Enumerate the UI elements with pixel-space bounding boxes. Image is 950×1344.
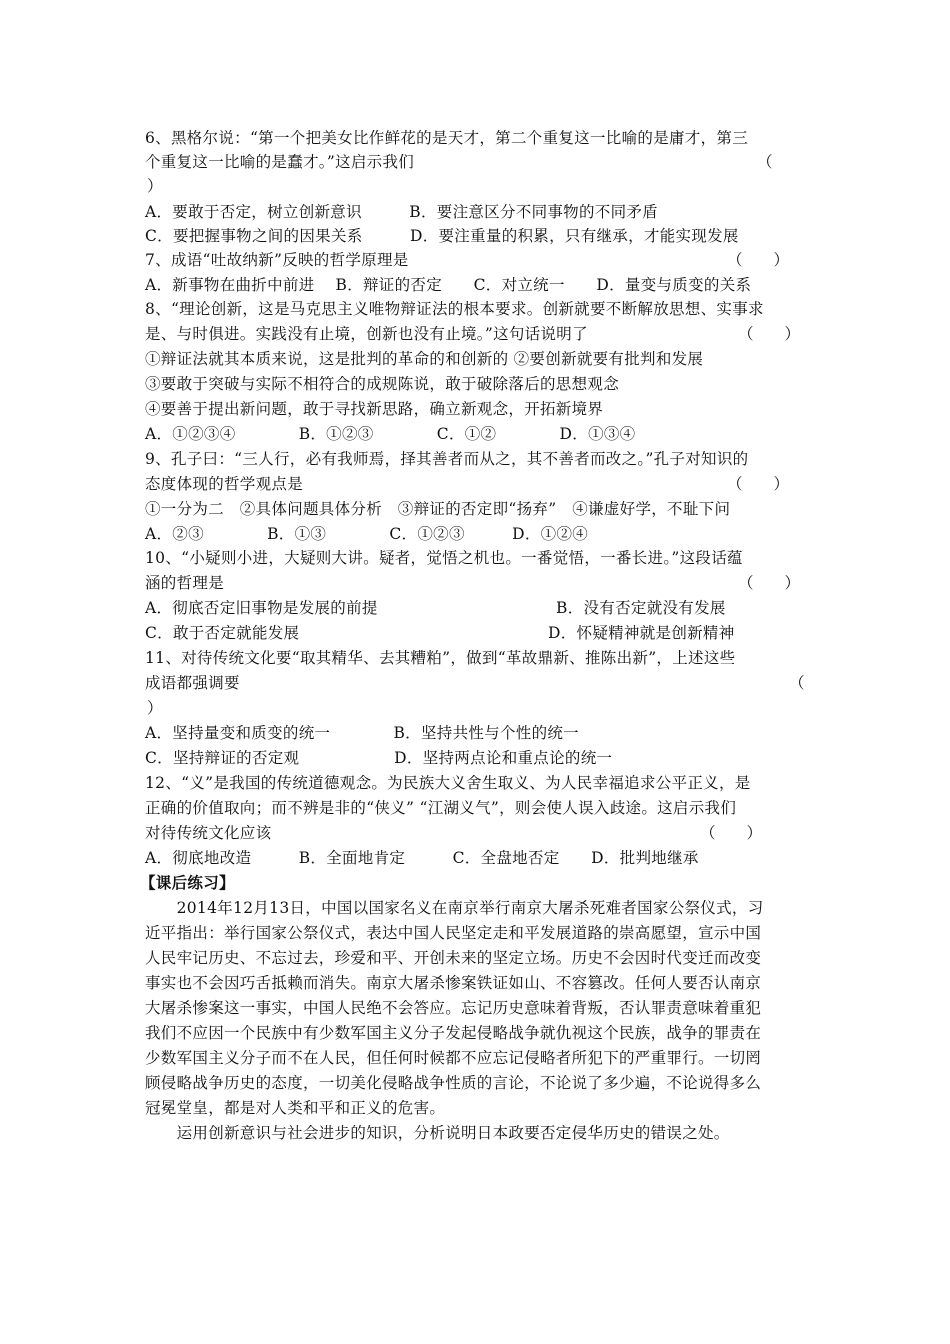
q10-option-d: D．怀疑精神就是创新精神 bbox=[548, 624, 735, 642]
q12-answer-paren: （ ） bbox=[700, 824, 763, 842]
passage-line: 冠冕堂皇，都是对人类和平和正义的危害。 bbox=[145, 1099, 446, 1117]
q11-options-cd: C．坚持辩证的否定观 D．坚持两点论和重点论的统一 bbox=[145, 749, 613, 767]
passage-line: 近平指出：举行国家公祭仪式，表达中国人民坚定走和平发展道路的崇高愿望，宣示中国 bbox=[145, 924, 762, 942]
q7-options: A．新事物在曲折中前进 B．辩证的否定 C．对立统一 D．量变与质变的关系 bbox=[145, 276, 752, 294]
q11-answer-paren-open: （ bbox=[789, 674, 805, 692]
passage-line: 我们不应因一个民族中有少数军国主义分子发起侵略战争就仇视这个民族，战争的罪责在 bbox=[145, 1024, 762, 1042]
q10-option-c: C．敢于否定就能发展 bbox=[145, 624, 300, 642]
q12-stem-line1: 12、“义”是我国的传统道德观念。为民族大义舍生取义、为人民幸福追求公平正义，是 bbox=[145, 774, 751, 792]
q10-option-b: B．没有否定就没有发展 bbox=[556, 599, 726, 617]
q8-answer-paren: （ ） bbox=[738, 325, 801, 343]
passage-line: 大屠杀惨案这一事实，中国人民绝不会答应。忘记历史意味着背叛，否认罪责意味着重犯 bbox=[145, 999, 762, 1017]
passage-line: 2014年12月13日，中国以国家名义在南京举行南京大屠杀死难者国家公祭仪式，习 bbox=[145, 899, 764, 917]
q8-statement-3: ③要敢于突破与实际不相符合的成规陈说，敢于破除落后的思想观念 bbox=[145, 375, 620, 393]
q10-answer-paren: （ ） bbox=[738, 574, 801, 592]
passage-line: 少数军国主义分子而不在人民，但任何时候都不应忘记侵略者所犯下的严重罪行。一切罔 bbox=[145, 1049, 762, 1067]
q12-stem-line2: 正确的价值取向；而不辨是非的“侠义” “江湖义气”，则会使人误入歧途。这启示我们 bbox=[145, 799, 737, 817]
q7-answer-paren: （ ） bbox=[727, 251, 790, 269]
q10-option-a: A．彻底否定旧事物是发展的前提 bbox=[145, 599, 378, 617]
passage-line: 顾侵略战争历史的态度，一切美化侵略战争性质的言论，不论说了多少遍，不论说得多么 bbox=[145, 1074, 762, 1092]
q6-options-cd: C．要把握事物之间的因果关系 D．要注重量的积累，只有继承，才能实现发展 bbox=[145, 227, 739, 245]
q7-stem: 7、成语“吐故纳新”反映的哲学原理是 bbox=[145, 251, 409, 269]
q11-answer-paren-close: ） bbox=[147, 699, 163, 717]
q6-options-ab: A．要敢于否定，树立创新意识 B．要注意区分不同事物的不同矛盾 bbox=[145, 203, 658, 221]
q12-stem-line3: 对待传统文化应该 bbox=[145, 824, 272, 842]
q10-stem-line2: 涵的哲理是 bbox=[145, 574, 225, 592]
q6-stem-line2: 个重复这一比喻的是蠢才。”这启示我们 bbox=[145, 153, 415, 171]
q9-stem-line2: 态度体现的哲学观点是 bbox=[145, 475, 304, 493]
q6-answer-paren-close: ） bbox=[147, 177, 163, 195]
q8-statement-4: ④要善于提出新问题，敢于寻找新思路，确立新观念，开拓新境界 bbox=[145, 400, 604, 418]
section-heading: 【课后练习】 bbox=[140, 874, 235, 892]
assignment-prompt: 运用创新意识与社会进步的知识，分析说明日本政要否定侵华历史的错误之处。 bbox=[145, 1124, 730, 1142]
q9-answer-paren: （ ） bbox=[727, 475, 790, 493]
q8-stem-line1: 8、“理论创新，这是马克思主义唯物辩证法的根本要求。创新就要不断解放思想、实事求 bbox=[145, 300, 764, 318]
q11-stem-line1: 11、对待传统文化要“取其精华、去其糟粕”，做到“革故鼎新、推陈出新”，上述这些 bbox=[145, 649, 736, 667]
q9-options: A．②③ B．①③ C．①②③ D．①②④ bbox=[145, 525, 589, 543]
q6-stem-line1: 6、黑格尔说：“第一个把美女比作鲜花的是天才，第二个重复这一比喻的是庸才，第三 bbox=[145, 129, 748, 147]
q8-statement-1-2: ①辩证法就其本质来说，这是批判的革命的和创新的 ②要创新就要有批判和发展 bbox=[145, 350, 704, 368]
q10-stem-line1: 10、“小疑则小进，大疑则大讲。疑者，觉悟之机也。一番觉悟，一番长进。”这段话蕴 bbox=[145, 549, 743, 567]
q11-options-ab: A．坚持量变和质变的统一 B．坚持共性与个性的统一 bbox=[145, 724, 579, 742]
q8-options: A．①②③④ B．①②③ C．①② D．①③④ bbox=[145, 425, 636, 443]
q12-options: A．彻底地改造 B．全面地肯定 C．全盘地否定 D．批判地继承 bbox=[145, 849, 699, 867]
q6-answer-paren-open: （ bbox=[757, 153, 773, 171]
passage-line: 事实也不会因巧舌抵赖而消失。南京大屠杀惨案铁证如山、不容篡改。任何人要否认南京 bbox=[145, 974, 762, 992]
q11-stem-line2: 成语都强调要 bbox=[145, 674, 240, 692]
passage-line: 人民牢记历史、不忘过去，珍爱和平、开创未来的坚定立场。历史不会因时代变迁而改变 bbox=[145, 949, 762, 967]
q8-stem-line2: 是、与时俱进。实践没有止境，创新也没有止境。”这句话说明了 bbox=[145, 325, 588, 343]
q9-statements: ①一分为二 ②具体问题具体分析 ③辩证的否定即“扬弃” ④谦虚好学，不耻下问 bbox=[145, 500, 731, 518]
q9-stem-line1: 9、孔子曰：“三人行，必有我师焉，择其善者而从之，其不善者而改之。”孔子对知识的 bbox=[145, 450, 749, 468]
